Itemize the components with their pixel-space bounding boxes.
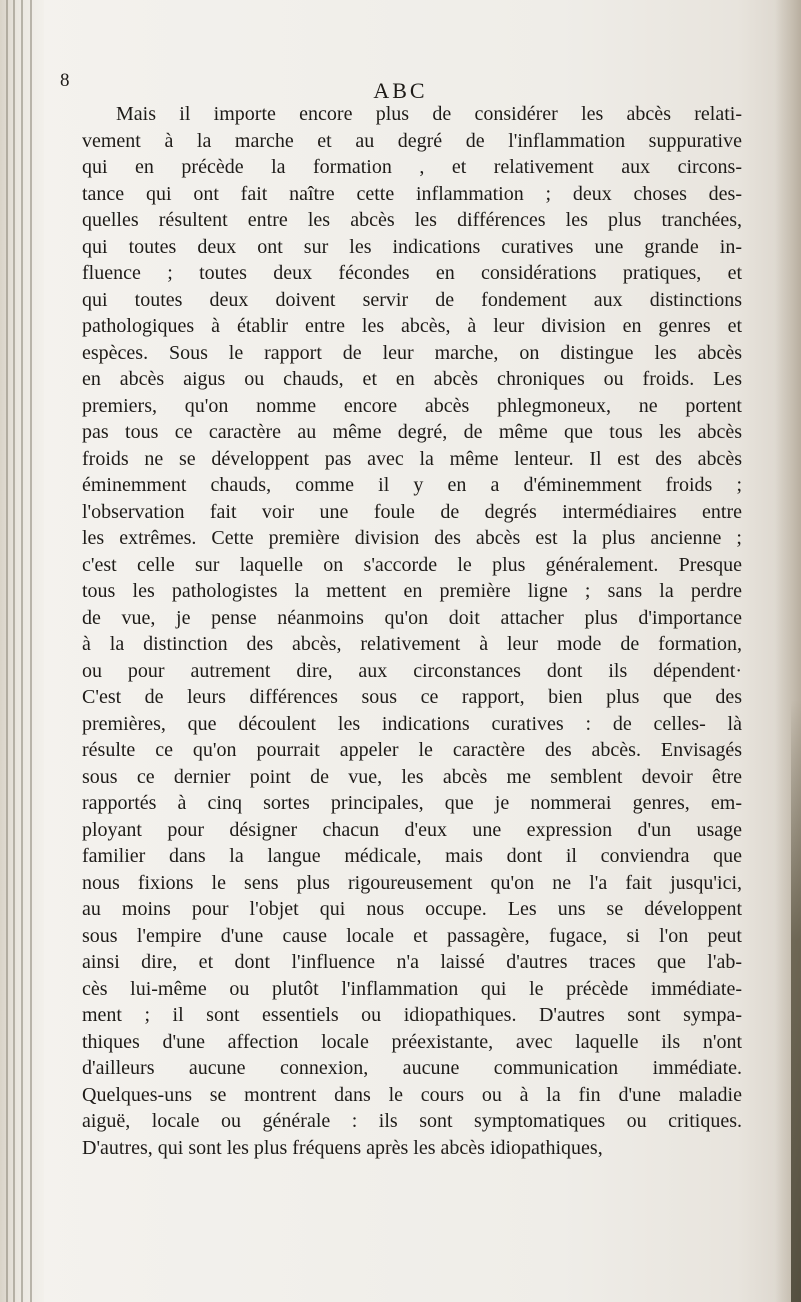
text-line: froids ne se développent pas avec la même lenteur. Il est des abcès (82, 447, 742, 470)
text-line: de vue, je pense néanmoins qu'on doit attacher plus d'importance (82, 606, 742, 629)
text-line: Mais il importe encore plus de considérer les abcès relati- (116, 103, 742, 125)
text-line: c'est celle sur laquelle on s'accorde le plus généralement. Presque (82, 553, 742, 576)
text-line: premières, que découlent les indications curatives : de celles- là (82, 712, 742, 735)
body-text (82, 101, 742, 1161)
text-line: sous ce dernier point de vue, les abcès me semblent devoir être (82, 765, 742, 788)
text-line: ment ; il sont essentiels ou idiopathiques. D'autres sont sympa- (82, 1004, 742, 1026)
text-line: les extrêmes. Cette première division des abcès est la plus ancienne ; (82, 527, 742, 549)
text-line: thiques d'une affection locale préexistante, avec laquelle ils n'ont (82, 1030, 742, 1053)
text-line: espèces. Sous le rapport de leur marche, on distingue les abcès (82, 341, 742, 364)
text-line: vement à la marche et au degré de l'inflammation suppurative (82, 129, 742, 152)
text-line: d'ailleurs aucune connexion, aucune communication immédiate. (82, 1057, 742, 1079)
text-line: résulte ce qu'on pourrait appeler le caractère des abcès. Envisagés (82, 739, 742, 761)
text-line: aiguë, locale ou générale : ils sont symptomatiques ou critiques. (82, 1110, 742, 1132)
gutter-line (6, 0, 8, 1302)
text-line: qui en précède la formation , et relativement aux circons- (82, 156, 742, 178)
page-number: 8 (60, 70, 70, 91)
text-line: cès lui-même ou plutôt l'inflammation qui le précède immédiate- (82, 977, 742, 1000)
text-line: tance qui ont fait naître cette inflammation ; deux choses des- (82, 182, 742, 205)
text-line: rapportés à cinq sortes principales, que je nommerai genres, em- (82, 792, 742, 814)
text-line: sous l'empire d'une cause locale et passagère, fugace, si l'on peut (82, 924, 742, 947)
text-line: au moins pour l'objet qui nous occupe. Les uns se développent (82, 898, 742, 920)
running-header: ABC (373, 78, 428, 103)
text-line: tous les pathologistes la mettent en première ligne ; sans la perdre (82, 580, 742, 602)
text-line: C'est de leurs différences sous ce rapport, bien plus que des (82, 686, 742, 708)
text-line: en abcès aigus ou chauds, et en abcès chroniques ou froids. Les (82, 368, 742, 390)
text-line: ployant pour désigner chacun d'eux une expression d'un usage (82, 818, 742, 841)
text-line: pas tous ce caractère au même degré, de même que tous les abcès (82, 421, 742, 443)
text-line: fluence ; toutes deux fécondes en considérations pratiques, et (82, 262, 742, 284)
gutter-line (21, 0, 23, 1302)
text-line: ou pour autrement dire, aux circonstances dont ils dépendent· (82, 659, 742, 682)
text-line: ainsi dire, et dont l'influence n'a laissé d'autres traces que l'ab- (82, 951, 742, 973)
gutter-line (30, 0, 32, 1302)
text-line: qui toutes deux ont sur les indications curatives une grande in- (82, 235, 742, 258)
text-line: quelles résultent entre les abcès les différences les plus tranchées, (82, 209, 742, 231)
gutter-line (13, 0, 15, 1302)
text-line: nous fixions le sens plus rigoureusement qu'on ne l'a fait jusqu'ici, (82, 871, 742, 894)
text-line: familier dans la langue médicale, mais dont il conviendra que (82, 845, 742, 867)
text-line: éminemment chauds, comme il y en a d'éminemment froids ; (82, 474, 742, 496)
text-line: qui toutes deux doivent servir de fondement aux distinctions (82, 288, 742, 311)
text-line: D'autres, qui sont les plus fréquens après les abcès idiopathiques, (82, 1136, 603, 1159)
binding-gutter (0, 0, 44, 1302)
page-edge-shadow (791, 700, 801, 1302)
text-line: premiers, qu'on nomme encore abcès phlegmoneux, ne portent (82, 394, 742, 417)
text-line: pathologiques à établir entre les abcès, à leur division en genres et (82, 315, 742, 337)
text-line: l'observation fait voir une foule de degrés intermédiaires entre (82, 500, 742, 523)
text-line: à la distinction des abcès, relativement à leur mode de formation, (82, 633, 742, 655)
text-line: Quelques-uns se montrent dans le cours ou à la fin d'une maladie (82, 1083, 742, 1106)
